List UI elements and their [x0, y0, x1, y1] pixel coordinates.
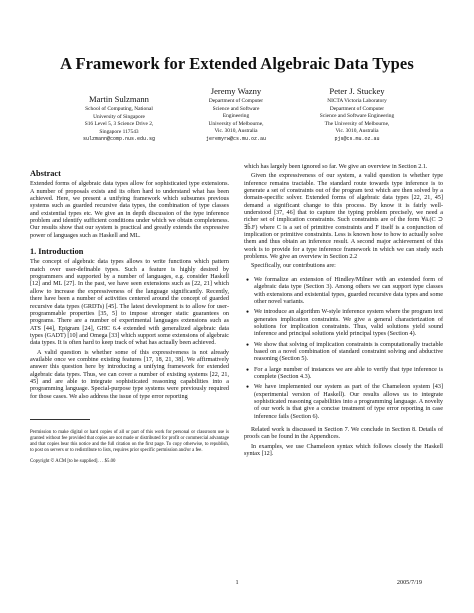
- author-email: jeremyrw@cs.mu.oz.au: [205, 135, 266, 142]
- body-paragraph: In examples, we use Chameleon syntax which follows closely the Haskell syntax [12].: [244, 443, 443, 458]
- body-paragraph: Given the expressiveness of our system, a valid question is whether type inference remains tractable. The standard route towards type inference is to generate a set of constraints out of the program text which are then solved by a domain-specific solver. Extended forms of algebraic data types [22, 21, 45] demand a significant change to this process. By know it is fairly well-understood [37, 46] that to capture the typing problem precisely, we need a richer set of implication constraints. Such constraints are of the form ∀ā.(C ⊃ ∃b̄.F) where C is a set of primitive constraints and F itself is a conjunction of implication or primitive constraints. Less is known how to how to actually solve them and thus obtain an inference result. A second major achievement of this work is to provide for a type inference framework in which we can study such problems. We give an overview in Section 2.2: [244, 173, 443, 261]
- contribution-text: We formalize an extension of Hindley/Milner with an extended form of algebraic data type (Section 3). Among others we can support type classes with extensions and existential types, guarded recursive data types and some other novel variants.: [254, 276, 443, 305]
- author-affiliation-line: Vic. 3010, Australia: [335, 128, 379, 135]
- right-column: [244, 164, 443, 460]
- left-column: [30, 170, 229, 465]
- contribution-text: We have implemented our system as part of the Chameleon system [43] (experimental version of Haskell). Our results allows us to integrate sophisticated reasoning capabilities into a programming language. A novelty of our work is that give a concise treatment of type error reporting in case inference fails (Section 6).: [254, 384, 443, 420]
- author-affiliation-line: University of Melbourne,: [208, 120, 264, 127]
- page-number: 1: [235, 579, 239, 586]
- author-name: Jeremy Wazny: [210, 86, 262, 96]
- author-email: pjs@cs.mu.oz.au: [334, 135, 380, 142]
- abstract-text: Extended forms of algebraic data types allow for sophisticated type extensions. A number of proposals exists and its often hard to understand what has been achieved. Here, we present a unifying framework which subsumes previous systems such as guarded recursive data types, the combination of type classes and existential types etc. We give an in depth discussion of the type inference problem and identify sufficient conditions under which we obtain completeness. Our results show that our system is practical and greatly extends the expressive power of languages such as Haskell and ML.: [30, 181, 229, 239]
- author-affiliation-line: Science and Software: [212, 105, 260, 112]
- intro-paragraph: The concept of algebraic data types allows to write functions which pattern match over user-definable types. Such a feature is highly desired by programmers and supported by a number of languages, e.g. consider Haskell [12] and ML [27]. In the past, we have seen extensions such as [22, 21] which allow to increase the expressiveness of the language significantly. Recently, there have been a number of activities centered around the concept of guarded recursive data types (GRDTs) [45]. The latest development is to allow for user-programmable properties [35, 5] to impose stronger static guarantees on programs. There are a number of experimental languages extensions such as ATS [44], Epigram [24], GHC 6.4 extended with generalized algebraic data types (GADT) [10] and Omega [33] which support some extensions of algebraic data types. It is often hard to keep track of what has actually been achieved.: [30, 259, 229, 347]
- document-date: 2005/7/19: [396, 579, 422, 586]
- author-block-1: [60, 94, 178, 144]
- author-affiliation-line: Department of Computer: [208, 98, 264, 104]
- author-affiliation-line: School of Computing, National: [85, 106, 153, 112]
- permission-footnote: Permission to make digital or hard copies of all or part of this work for personal or classroom use is granted without fee provided that copies are not made or distributed for profit or commercial advantage and that copies bear this notice and the full citation on the first page. To copy otherwise, to republish, to post on servers or to redistribute to lists, requires prior specific permission and/or a fee.: [30, 429, 229, 453]
- author-email: sulzmann@comp.nus.edu.sg: [82, 136, 155, 143]
- introduction-heading: 1. Introduction: [30, 247, 84, 257]
- author-affiliation-line: Vic. 3010, Australia: [214, 128, 258, 135]
- body-paragraph: which has largely been ignored so far. We give an overview in Section 2.1.: [244, 164, 428, 170]
- author-name: Peter J. Stuckey: [329, 86, 385, 96]
- body-paragraph: Related work is discussed in Section 7. We conclude in Section 8. Details of proofs can be found in the Appendices.: [244, 427, 443, 441]
- contribution-item: [244, 384, 443, 421]
- author-affiliation-line: University of Singapore: [93, 113, 145, 120]
- bullet-icon: ●: [246, 277, 250, 283]
- contribution-text: For a large number of instances we are able to verify that type inference is complete (Section 4.3).: [254, 366, 443, 380]
- author-affiliation-line: Engineering: [222, 113, 250, 120]
- footnote-rule: [30, 419, 90, 420]
- copyright-notice: Copyright © ACM [to be supplied]. . . $5.00: [30, 458, 116, 464]
- author-affiliation-line: Science and Software Engineering: [319, 113, 395, 120]
- body-paragraph: Specifically, our contributions are:: [251, 263, 336, 270]
- author-affiliation-line: The University of Melbourne,: [324, 120, 390, 127]
- author-affiliation-line: Department of Computer: [329, 105, 385, 112]
- author-block-2: [182, 86, 290, 144]
- paper-title: A Framework for Extended Algebraic Data Types: [60, 54, 414, 73]
- contribution-text: We show that solving of implication constraints is computationally tractable based on a novel combination of standard constraint solving and abductive reasoning (Section 5).: [254, 341, 443, 363]
- intro-paragraph: A valid question is whether some of this expressiveness is not already available once we combine existing features [17, 18, 21, 38]. We affirmatively answer this question here by introducing a unifying framework for extended algebraic data types. Thus, we can cover a number of existing systems [22, 21, 45] and are able to integrate sophisticated reasoning capabilities into a programming language. Special-purpose type systems were previously required for those cases. We also address the issue of type error reporting: [30, 349, 229, 400]
- author-affiliation-line: Singapore 117543: [99, 128, 139, 135]
- contribution-item: [244, 342, 443, 364]
- bullet-icon: ●: [246, 367, 250, 373]
- bullet-icon: ●: [246, 385, 250, 391]
- contributions-list: [244, 277, 443, 421]
- bullet-icon: ●: [246, 310, 250, 316]
- author-affiliation-line: NICTA Victoria Laboratory: [327, 98, 387, 104]
- contribution-item: [244, 309, 443, 338]
- contribution-item: [244, 277, 443, 306]
- bullet-icon: ●: [246, 342, 250, 348]
- author-affiliation-line: S16 Level 5, 3 Science Drive 2,: [84, 121, 154, 128]
- contribution-item: [244, 367, 443, 382]
- author-block-3: [296, 86, 418, 144]
- contribution-text: We introduce an algorithm W-style inference system where the program text generates implication constraints. We give a general characterization of solutions for implication constraints. Thus, valid solutions yield sound inference and principal solutions yield principal types (Section 4).: [254, 309, 443, 338]
- abstract-heading: Abstract: [30, 169, 61, 178]
- author-name: Martin Sulzmann: [89, 94, 149, 104]
